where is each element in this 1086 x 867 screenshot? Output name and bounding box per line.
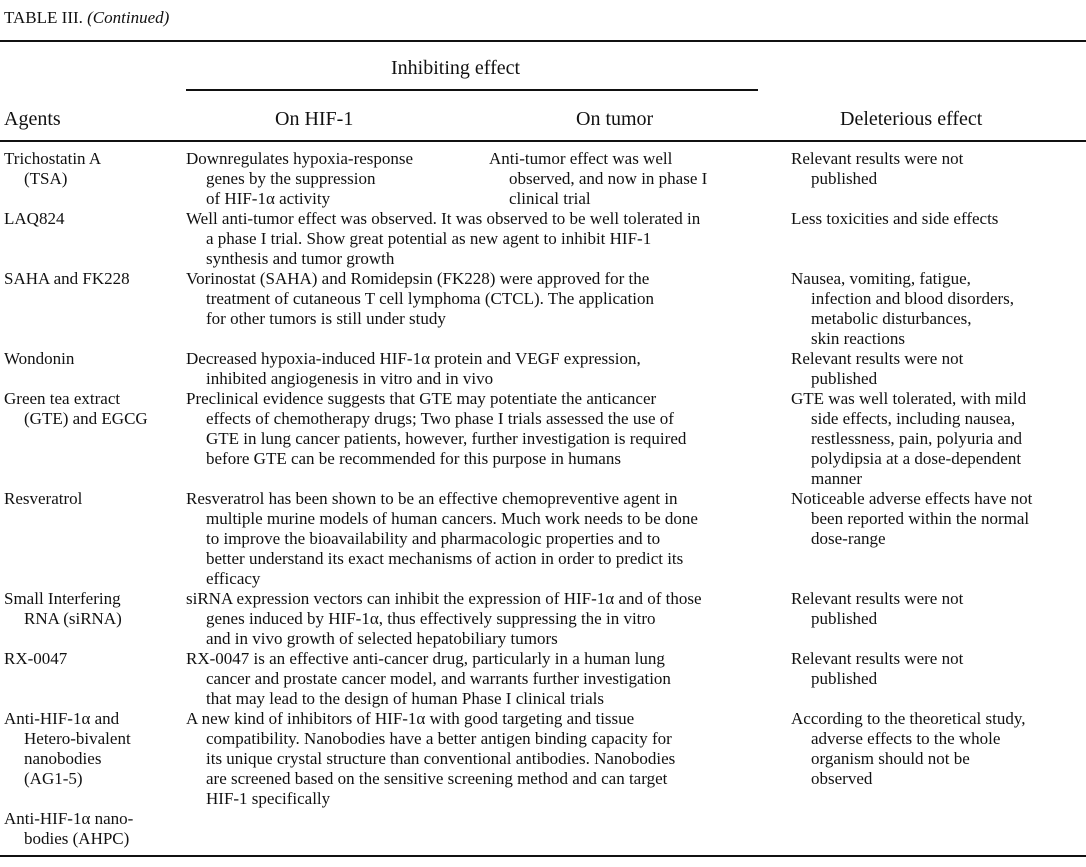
header-on-tumor: On tumor — [576, 108, 654, 130]
cell-line: Anti-tumor effect was well — [489, 149, 673, 168]
caption-label: TABLE III. — [4, 8, 83, 27]
cell-line: According to the theoretical study, — [791, 709, 1026, 728]
cell-deleterious — [791, 589, 963, 629]
cell-line: published — [811, 609, 878, 628]
cell-line: inhibited angiogenesis in vitro and in vivo — [206, 369, 494, 388]
cell-line: effects of chemotherapy drugs; Two phase I trials assessed the use of — [206, 409, 674, 428]
cell-deleterious — [791, 649, 963, 689]
cell-agent — [4, 809, 133, 849]
header-rule — [0, 140, 1086, 142]
cell-line: Vorinostat (SAHA) and Romidepsin (FK228) were approved for the — [186, 269, 650, 288]
cell-agent — [4, 269, 130, 289]
cell-line: Downregulates hypoxia-response — [186, 149, 414, 168]
caption-continued: (Continued) — [87, 8, 170, 27]
table-caption — [4, 8, 169, 28]
cell-agent — [4, 209, 64, 229]
cell-line: Decreased hypoxia-induced HIF-1α protein and VEGF expression, — [186, 349, 641, 368]
cell-combined — [186, 349, 641, 389]
cell-line: Relevant results were not — [791, 349, 964, 368]
cell-deleterious — [791, 709, 1025, 789]
cell-on-tumor — [489, 149, 707, 209]
cell-combined — [186, 709, 675, 809]
cell-agent — [4, 649, 67, 669]
cell-line: metabolic disturbances, — [811, 309, 972, 328]
cell-line: treatment of cutaneous T cell lymphoma (CTCL). The application — [206, 289, 655, 308]
cell-line: dose-range — [811, 529, 886, 548]
cell-line: been reported within the normal — [811, 509, 1030, 528]
cell-agent — [4, 589, 122, 629]
group-rule — [186, 89, 758, 91]
cell-line: cancer and prostate cancer model, and warrants further investigation — [206, 669, 671, 688]
cell-line: skin reactions — [811, 329, 905, 348]
cell-line: Green tea extract — [4, 389, 121, 408]
cell-deleterious — [791, 489, 1032, 549]
cell-line: RX-0047 is an effective anti-cancer drug, particularly in a human lung — [186, 649, 665, 668]
cell-agent — [4, 489, 82, 509]
cell-deleterious — [791, 269, 1014, 349]
cell-line: Small Interfering — [4, 589, 121, 608]
cell-combined — [186, 209, 700, 269]
cell-line: a phase I trial. Show great potential as new agent to inhibit HIF-1 — [206, 229, 652, 248]
cell-line: Trichostatin A — [4, 149, 102, 168]
cell-deleterious — [791, 209, 998, 229]
cell-line: LAQ824 — [4, 209, 65, 228]
cell-line: before GTE can be recommended for this purpose in humans — [206, 449, 621, 468]
cell-line: Anti-HIF-1α nano- — [4, 809, 134, 828]
cell-line: nanobodies — [24, 749, 102, 768]
cell-line: Relevant results were not — [791, 649, 964, 668]
cell-line: Noticeable adverse effects have not — [791, 489, 1033, 508]
cell-combined — [186, 649, 671, 709]
cell-line: polydipsia at a dose-dependent — [811, 449, 1022, 468]
cell-line: clinical trial — [509, 189, 591, 208]
cell-line: Less toxicities and side effects — [791, 209, 999, 228]
cell-line: are screened based on the sensitive screening method and can target — [206, 769, 668, 788]
cell-line: of HIF-1α activity — [206, 189, 331, 208]
cell-line: compatibility. Nanobodies have a better antigen binding capacity for — [206, 729, 672, 748]
cell-deleterious — [791, 149, 963, 189]
cell-deleterious — [791, 389, 1026, 489]
bottom-rule — [0, 855, 1086, 857]
cell-line: Relevant results were not — [791, 589, 964, 608]
header-on-hif: On HIF-1 — [275, 108, 354, 130]
cell-line: observed, and now in phase I — [509, 169, 708, 188]
cell-line: A new kind of inhibitors of HIF-1α with good targeting and tissue — [186, 709, 635, 728]
cell-line: siRNA expression vectors can inhibit the expression of HIF-1α and of those — [186, 589, 702, 608]
cell-line: manner — [811, 469, 862, 488]
cell-line: published — [811, 669, 878, 688]
cell-line: genes by the suppression — [206, 169, 376, 188]
cell-line: for other tumors is still under study — [206, 309, 446, 328]
cell-line: Relevant results were not — [791, 149, 964, 168]
cell-agent — [4, 709, 131, 789]
cell-agent — [4, 349, 74, 369]
cell-line: (AG1-5) — [24, 769, 83, 788]
header-agents: Agents — [4, 108, 61, 130]
cell-line: bodies (AHPC) — [24, 829, 130, 848]
cell-line: GTE was well tolerated, with mild — [791, 389, 1027, 408]
cell-line: published — [811, 369, 878, 388]
header-deleterious: Deleterious effect — [840, 108, 983, 130]
cell-line: and in vivo growth of selected hepatobiliary tumors — [206, 629, 558, 648]
cell-line: SAHA and FK228 — [4, 269, 130, 288]
cell-line: Preclinical evidence suggests that GTE may potentiate the anticancer — [186, 389, 657, 408]
cell-line: Anti-HIF-1α and — [4, 709, 120, 728]
cell-line: Resveratrol — [4, 489, 83, 508]
top-rule — [0, 40, 1086, 42]
cell-combined — [186, 489, 698, 589]
cell-line: organism should not be — [811, 749, 970, 768]
cell-line: RNA (siRNA) — [24, 609, 122, 628]
cell-line: RX-0047 — [4, 649, 68, 668]
cell-combined — [186, 589, 702, 649]
cell-line: (TSA) — [24, 169, 68, 188]
cell-agent — [4, 149, 101, 189]
cell-line: observed — [811, 769, 873, 788]
cell-line: synthesis and tumor growth — [206, 249, 395, 268]
cell-line: side effects, including nausea, — [811, 409, 1016, 428]
cell-line: better understand its exact mechanisms of action in order to predict its — [206, 549, 684, 568]
cell-combined — [186, 389, 686, 469]
cell-line: infection and blood disorders, — [811, 289, 1015, 308]
cell-line: GTE in lung cancer patients, however, further investigation is required — [206, 429, 687, 448]
cell-deleterious — [791, 349, 963, 389]
cell-line: genes induced by HIF-1α, thus effectively suppressing the in vitro — [206, 609, 656, 628]
cell-on-hif — [186, 149, 413, 209]
cell-line: adverse effects to the whole — [811, 729, 1001, 748]
cell-line: Well anti-tumor effect was observed. It was observed to be well tolerated in — [186, 209, 701, 228]
cell-line: restlessness, pain, polyuria and — [811, 429, 1023, 448]
cell-agent — [4, 389, 148, 429]
cell-line: Resveratrol has been shown to be an effective chemopreventive agent in — [186, 489, 678, 508]
cell-combined — [186, 269, 654, 329]
cell-line: efficacy — [206, 569, 261, 588]
cell-line: Nausea, vomiting, fatigue, — [791, 269, 971, 288]
cell-line: its unique crystal structure than conventional antibodies. Nanobodies — [206, 749, 676, 768]
cell-line: to improve the bioavailability and pharmacologic properties and to — [206, 529, 661, 548]
cell-line: published — [811, 169, 878, 188]
cell-line: HIF-1 specifically — [206, 789, 331, 808]
header-inhibiting-effect: Inhibiting effect — [391, 57, 521, 79]
cell-line: that may lead to the design of human Phase I clinical trials — [206, 689, 604, 708]
cell-line: Hetero-bivalent — [24, 729, 131, 748]
cell-line: multiple murine models of human cancers. Much work needs to be done — [206, 509, 698, 528]
cell-line: (GTE) and EGCG — [24, 409, 148, 428]
cell-line: Wondonin — [4, 349, 75, 368]
